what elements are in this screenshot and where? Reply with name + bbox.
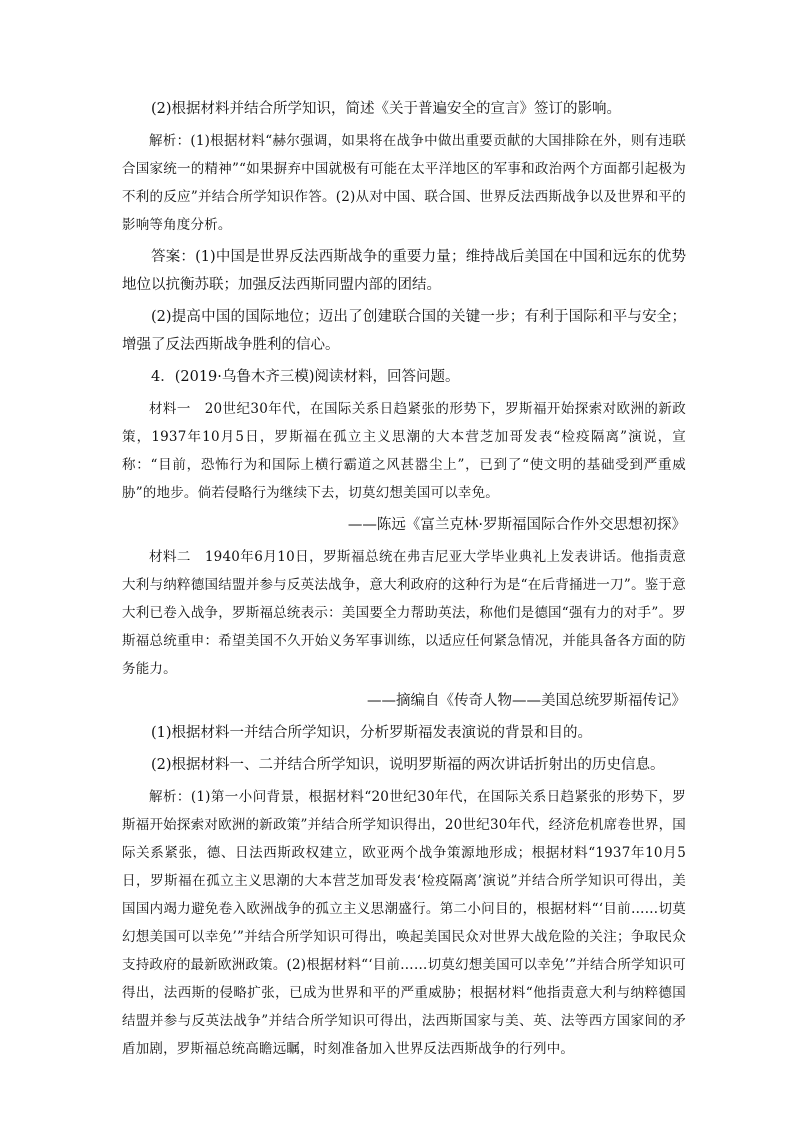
- question-4-analysis: 解析：(1)第一小问背景，根据材料“20世纪30年代，在国际关系日趋紧张的形势下，罗斯福开始探索对欧洲的新政策”并结合所学知识得出，20世纪30年代，经济危机席卷世界，国际关系紧张，德、日法西斯政权建立，欧亚两个战争策源地形成；根据材料“1937年10月5日，罗斯福在孤立主义思潮的大本营芝加哥发表‘检疫隔离’演说”并结合所学知识可得出，美国国内竭力避免卷入欧洲战争的孤立主义思潮盛行。第二小问目的，根据材料“‘目前……切莫幻想美国可以幸免’”并结合所学知识可得出，唤起美国民众对世界大战危险的关注；争取民众支持政府的最新欧洲政策。(2)根据材料“‘目前……切莫幻想美国可以幸免’”并结合所学知识可得出，法西斯的侵略扩张，已成为世界和平的严重威胁；根据材料“他指责意大利与纳粹德国结盟并参与反英法战争”并结合所学知识可得出，法西斯国家与美、英、法等西方国家间的矛盾加剧，罗斯福总统高瞻远瞩，时刻准备加入世界反法西斯战争的行列中。: [122, 789, 686, 1057]
- question-4-material-1: 材料一 20世纪30年代，在国际关系日趋紧张的形势下，罗斯福开始探索对欧洲的新政策，1937年10月5日，罗斯福在孤立主义思潮的大本营芝加哥发表“检疫隔离”演说，宣称：“目前，恐怖行为和国际上横行霸道之风甚嚣尘上”，已到了“使文明的基础受到严重威胁”的地步。倘若侵略行为继续下去，切莫幻想美国可以幸免。: [122, 401, 686, 501]
- question-4-sub-1: (1)根据材料一并结合所学知识，分析罗斯福发表演说的背景和目的。: [151, 725, 593, 741]
- question-3-part-2: (2)根据材料并结合所学知识，简述《关于普遍安全的宣言》签订的影响。: [151, 101, 622, 117]
- question-3-answer-2: (2)提高中国的国际地位；迈出了创建联合国的关键一步；有利于国际和平与安全；增强了反法西斯战争胜利的信心。: [122, 309, 686, 353]
- material-2-source: ——摘编自《传奇人物——美国总统罗斯福传记》: [367, 693, 686, 709]
- question-4-material-2: 材料二 1940年6月10日，罗斯福总统在弗吉尼亚大学毕业典礼上发表讲话。他指责意大利与纳粹德国结盟并参与反英法战争，意大利政府的这种行为是“在后背捅进一刀”。鉴于意大利已卷入战争，罗斯福总统表示：美国要全力帮助英法，称他们是德国“强有力的对手”。罗斯福总统重申：希望美国不久开始义务军事训练，以适应任何紧急情况，并能具备各方面的防务能力。: [122, 549, 686, 677]
- page-content: [122, 95, 686, 1067]
- question-3-analysis: 解析：(1)根据材料“赫尔强调，如果将在战争中做出重要贡献的大国排除在外，则有违联合国家统一的精神”“如果摒弃中国就极有可能在太平洋地区的军事和政治两个方面都引起极为不利的反应”并结合所学知识作答。(2)从对中国、联合国、世界反法西斯战争以及世界和平的影响等角度分析。: [122, 133, 686, 233]
- material-1-source: ——陈远《富兰克林·罗斯福国际合作外交思想初探》: [347, 517, 686, 533]
- question-4-sub-2: (2)根据材料一、二并结合所学知识，说明罗斯福的两次讲话折射出的历史信息。: [151, 757, 665, 773]
- question-4-header: 4．(2019·乌鲁木齐三模)阅读材料，回答问题。: [151, 369, 460, 385]
- question-3-answer-1: 答案：(1)中国是世界反法西斯战争的重要力量；维持战后美国在中国和远东的优势地位以抗衡苏联；加强反法西斯同盟内部的团结。: [122, 249, 686, 293]
